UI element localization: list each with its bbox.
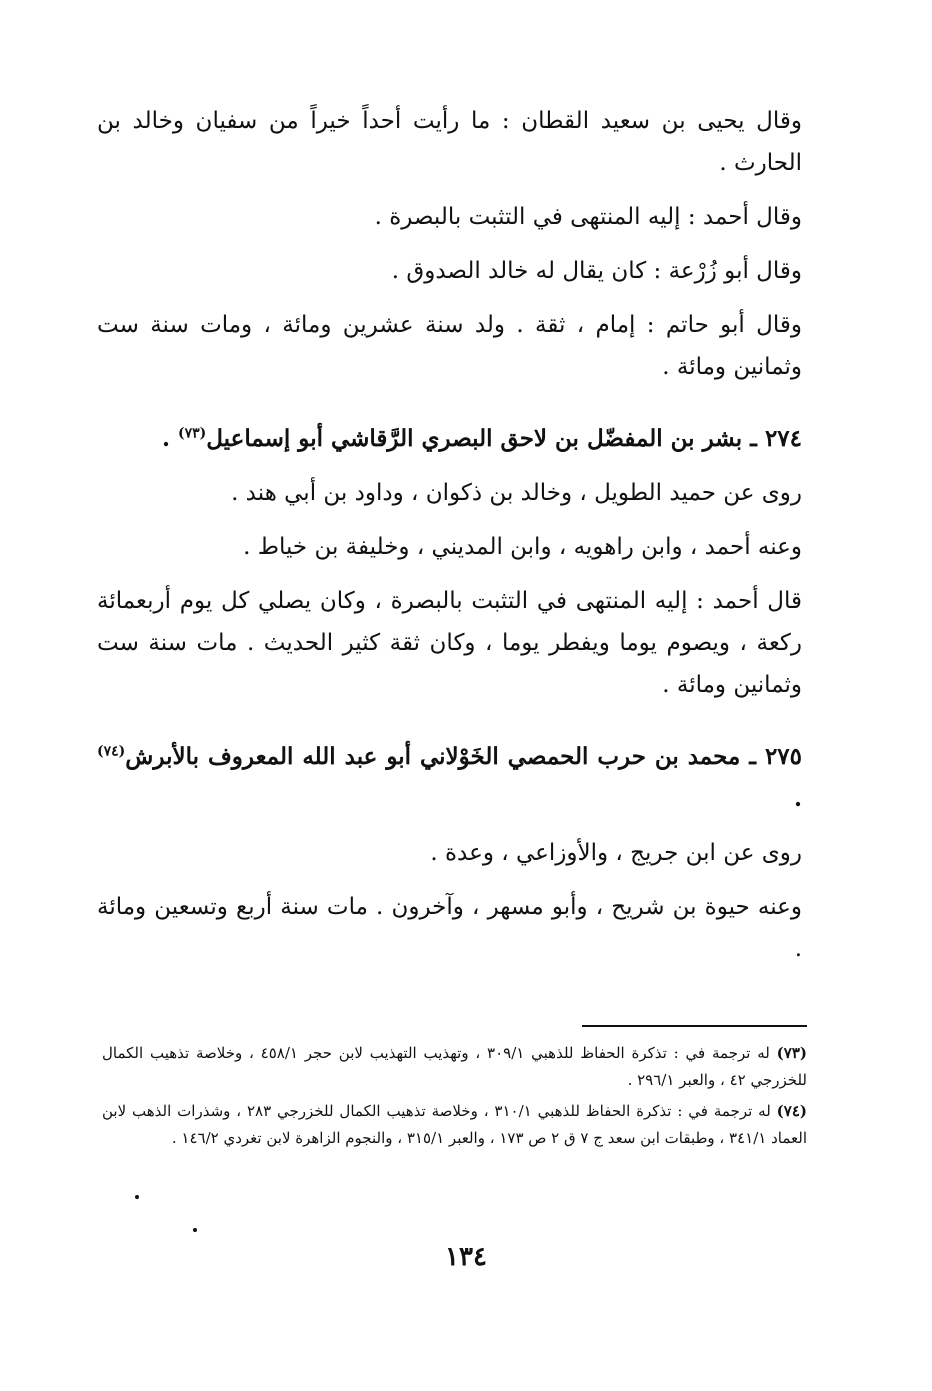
entry-275-title: ٢٧٥ ـ محمد بن حرب الحمصي الخَوْلاني أبو عبد الله المعروف بالأبرش [125,743,802,770]
paragraph: وقال أبو حاتم : إمام ، ثقة . ولد سنة عشرين ومائة ، ومات سنة ست وثمانين ومائة . [97,312,802,380]
entry-275-line: وعنه حيوة بن شريح ، وأبو مسهر ، وآخرون . مات سنة أربع وتسعين ومائة . [97,894,802,962]
footnote-number: (٧٤) [776,1102,807,1120]
entry-274-title: ٢٧٤ ـ بشر بن المفضّل بن لاحق البصري الرَّقاشي أبو إسماعيل [206,425,802,452]
paragraph: وقال أحمد : إليه المنتهى في التثبت بالبصرة . [374,204,802,230]
entry-274-line: وعنه أحمد ، وابن راهويه ، وابن المديني ، وخليفة بن خياط . [243,534,802,560]
footnote-73 [102,1040,807,1094]
footnote-text: له ترجمة في : تذكرة الحفاظ للذهبي ٣١٠/١ ، وخلاصة تذهيب الكمال للخزرجي ٢٨٣ ، وشذرات الذهب لابن العماد ٣٤١/١ ، وطبقات ابن سعد ج ٧ ق ٢ ص ١٧٣ ، والعبر ٣١٥/١ ، والنجوم الزاهرة لابن تغردي ١٤٦/٢ . [102,1102,807,1147]
entry-275-heading [97,736,802,820]
paragraph: وقال يحيى بن سعيد القطان : ما رأيت أحداً خيراً من سفيان وخالد بن الحارث . [97,108,802,176]
entry-275-end: . [793,785,802,812]
entry-274-line: روى عن حميد الطويل ، وخالد بن ذكوان ، وداود بن أبي هند . [231,480,802,506]
footnote-ref-73: (٧٣) [177,425,207,442]
entry-275-line: روى عن ابن جريج ، والأوزاعي ، وعدة . [430,840,802,866]
footnote-ref-74: (٧٤) [97,743,126,760]
entry-274-heading [97,418,802,460]
entry-274-line: قال أحمد : إليه المنتهى في التثبت بالبصرة ، وكان يصلي كل يوم أربعمائة ركعة ، ويصوم يوما ويفطر يوما ، وكان ثقة كثير الحديث . مات سنة ست وثمانين ومائة . [97,588,802,698]
paragraph: وقال أبو زُرْعة : كان يقال له خالد الصدوق . [391,258,802,284]
page-number: ١٣٤ [445,1242,487,1272]
footnotes [102,1040,807,1156]
main-text [97,100,802,982]
footnote-number: (٧٣) [776,1044,807,1062]
entry-274-end: . [161,425,178,452]
footnote-divider [582,1025,807,1027]
footnote-74 [102,1098,807,1152]
stray-mark [193,1228,197,1232]
stray-mark [135,1195,139,1199]
footnote-text: له ترجمة في : تذكرة الحفاظ للذهبي ٣٠٩/١ ، وتهذيب التهذيب لابن حجر ٤٥٨/١ ، وخلاصة تذهيب الكمال للخزرجي ٤٢ ، والعبر ٢٩٦/١ . [102,1044,807,1089]
